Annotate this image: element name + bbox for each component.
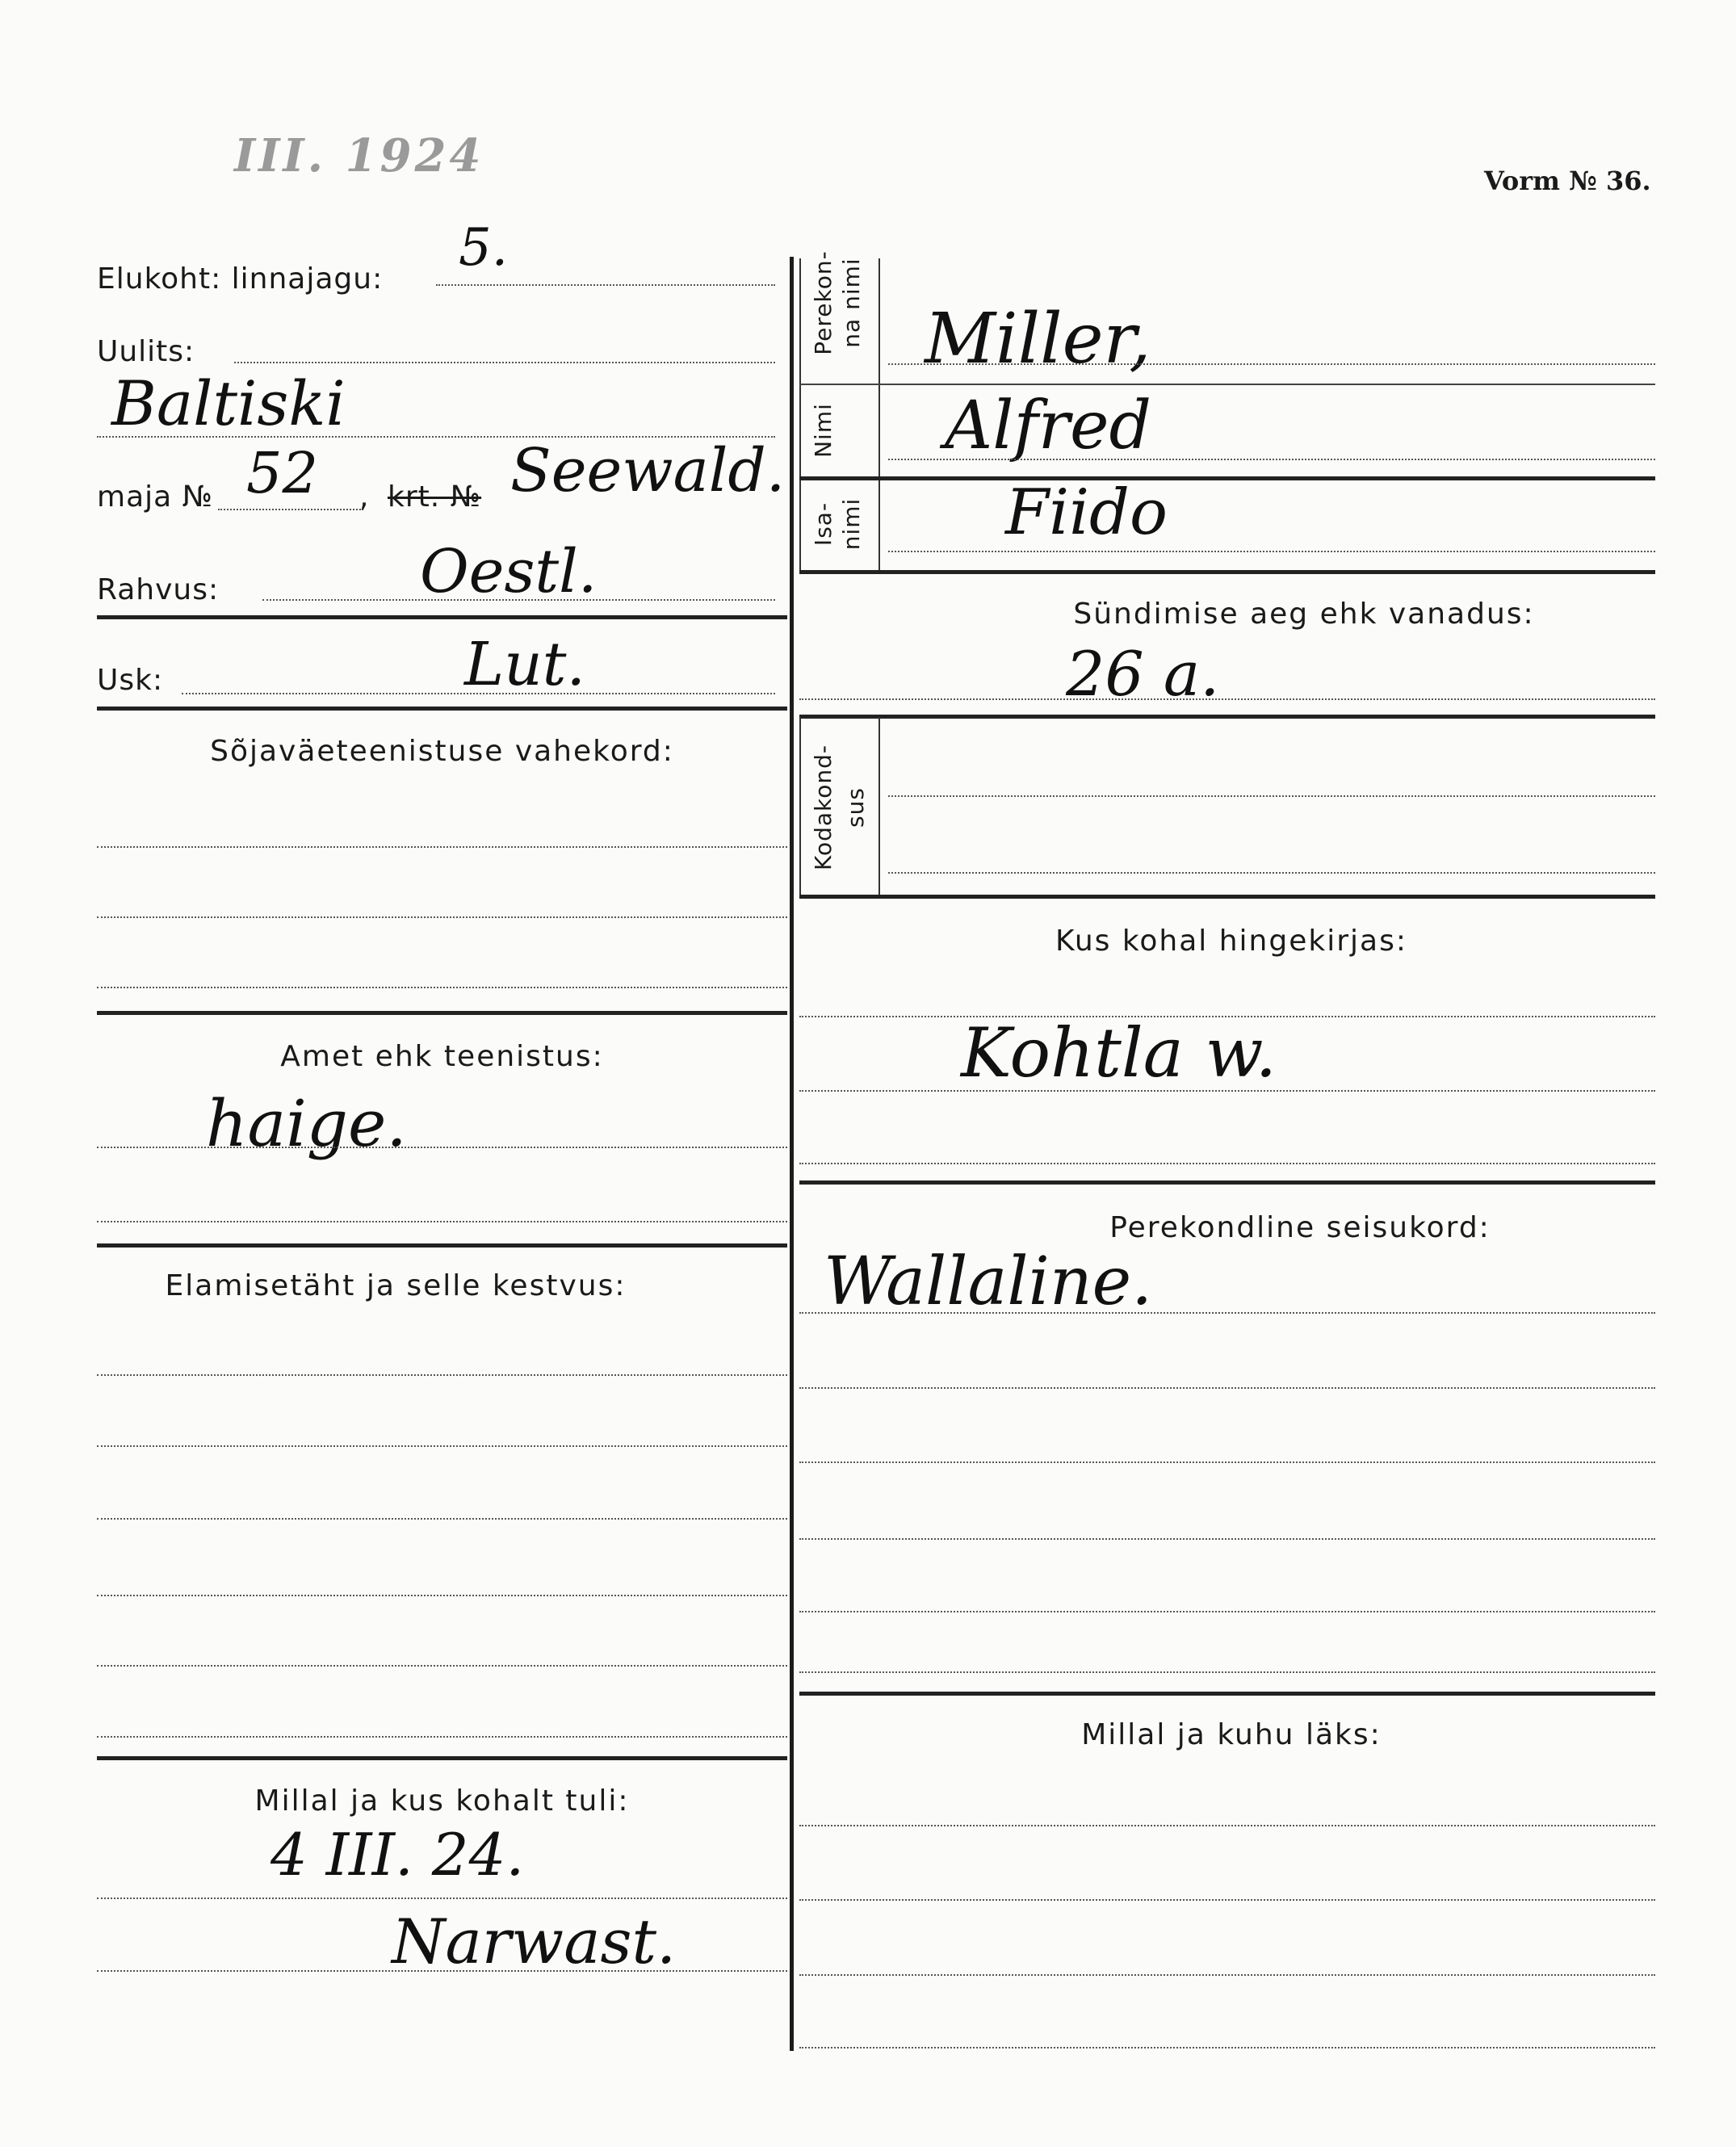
perekonnanimi-line [888,363,1655,365]
laks-line-1 [799,1825,1655,1826]
laks-line-2 [799,1899,1655,1901]
maja-label: maja № [97,480,214,514]
perekonnanimi-value: Miller, [925,299,1151,379]
sundimise-value: 26 a. [1066,638,1220,710]
kodakondsus-line-1 [888,795,1655,797]
laks-line-3 [799,1974,1655,1976]
hingekirjas-line-3 [799,1163,1655,1164]
sojavae-line-3 [97,987,787,988]
tuli-line-1 [97,1897,787,1899]
ulits-value: Baltiski [111,367,346,439]
isanimi-value: Fiido [1005,476,1168,549]
kodakondsus-box-right [878,717,880,896]
ulits-label: Uulits: [97,335,195,368]
isanimi-label-1: Isa- [810,501,837,547]
elukoht-line [436,284,775,286]
nimi-rule [799,476,1655,480]
sundimise-label: Sündimise aeg ehk vanadus: [1073,598,1535,631]
amet-value: haige. [206,1086,407,1161]
krt-value: Seewald. [510,436,786,505]
rahvus-label: Rahvus: [97,573,220,606]
tuli-label: Millal ja kus kohalt tuli: [254,1784,630,1818]
usk-value: Lut. [464,630,586,699]
perekonnanimi-label-2: na nimi [838,258,865,348]
elamisetaht-line-3 [97,1518,787,1520]
sundimise-line [799,698,1655,700]
hingekirjas-line-2 [799,1090,1655,1092]
perekondline-line-2 [799,1387,1655,1389]
kodakondsus-box-left [799,717,801,896]
elamisetaht-line-4 [97,1595,787,1596]
nimi-value: Alfred [945,388,1152,464]
tuli-line-2 [97,1970,787,1972]
perekondline-line-3 [799,1461,1655,1463]
elukoht-value: 5. [459,218,509,278]
sojavae-rule [97,1011,787,1015]
rahvus-rule [97,615,787,619]
kodakondsus-label-2: sus [842,787,869,828]
label-box-right [878,258,880,573]
nimi-label: Nimi [810,403,837,458]
kodakondsus-rule [799,895,1655,899]
perekondline-line-5 [799,1611,1655,1612]
usk-rule [97,707,787,711]
hingekirjas-value: Kohtla w. [961,1013,1277,1092]
perekondline-label: Perekondline seisukord: [1109,1211,1491,1244]
hingekirjas-rule [799,1180,1655,1185]
perekonnanimi-rule [799,384,1655,385]
elamisetaht-line-2 [97,1445,787,1447]
amet-line-2 [97,1221,787,1222]
amet-rule [97,1243,787,1248]
nimi-line [888,459,1655,460]
elamisetaht-rule [97,1756,787,1760]
kodakondsus-line-2 [888,872,1655,874]
laks-line-4 [799,2047,1655,2048]
rahvus-value: Oestl. [420,537,598,606]
perekondline-line-4 [799,1538,1655,1540]
sojavae-line-2 [97,916,787,918]
perekondline-rule [799,1692,1655,1696]
sojavae-line-1 [97,846,787,848]
label-box-left [799,258,801,573]
perekonnanimi-label-1: Perekon- [810,250,837,355]
krt-label: krt. № [388,480,482,514]
sundimise-rule [799,715,1655,719]
hingekirjas-label: Kus kohal hingekirjas: [1055,925,1407,958]
sojavae-label: Sõjaväeteenistuse vahekord: [210,735,674,768]
maja-line [218,509,363,510]
isanimi-rule [799,570,1655,574]
usk-label: Usk: [97,664,164,697]
isanimi-line [888,551,1655,552]
amet-label: Amet ehk teenistus: [280,1040,604,1073]
elamisetaht-line-6 [97,1736,787,1738]
amet-line-1 [97,1147,787,1148]
date-stamp: III. 1924 [234,129,484,182]
elukoht-label: Elukoht: linnajagu: [97,262,384,296]
laks-label: Millal ja kuhu läks: [1081,1718,1382,1751]
elamisetaht-label: Elamisetäht ja selle kestvus: [165,1269,627,1302]
elamisetaht-line-5 [97,1665,787,1667]
maja-value: 52 [246,440,319,506]
tuli-value-1: 4 III. 24. [270,1821,525,1889]
perekondline-line-1 [799,1312,1655,1314]
tuli-value-2: Narwast. [392,1906,677,1977]
perekondline-line-6 [799,1671,1655,1673]
form-number: Vorm № 36. [1484,166,1651,196]
perekondline-value: Wallaline. [824,1243,1153,1320]
center-divider [790,257,794,2051]
kodakondsus-label-1: Kodakond- [810,744,837,870]
maja-comma: , [359,480,370,514]
ulits-line-1 [234,362,775,363]
isanimi-label-2: nimi [838,497,865,551]
elamisetaht-line-1 [97,1374,787,1376]
